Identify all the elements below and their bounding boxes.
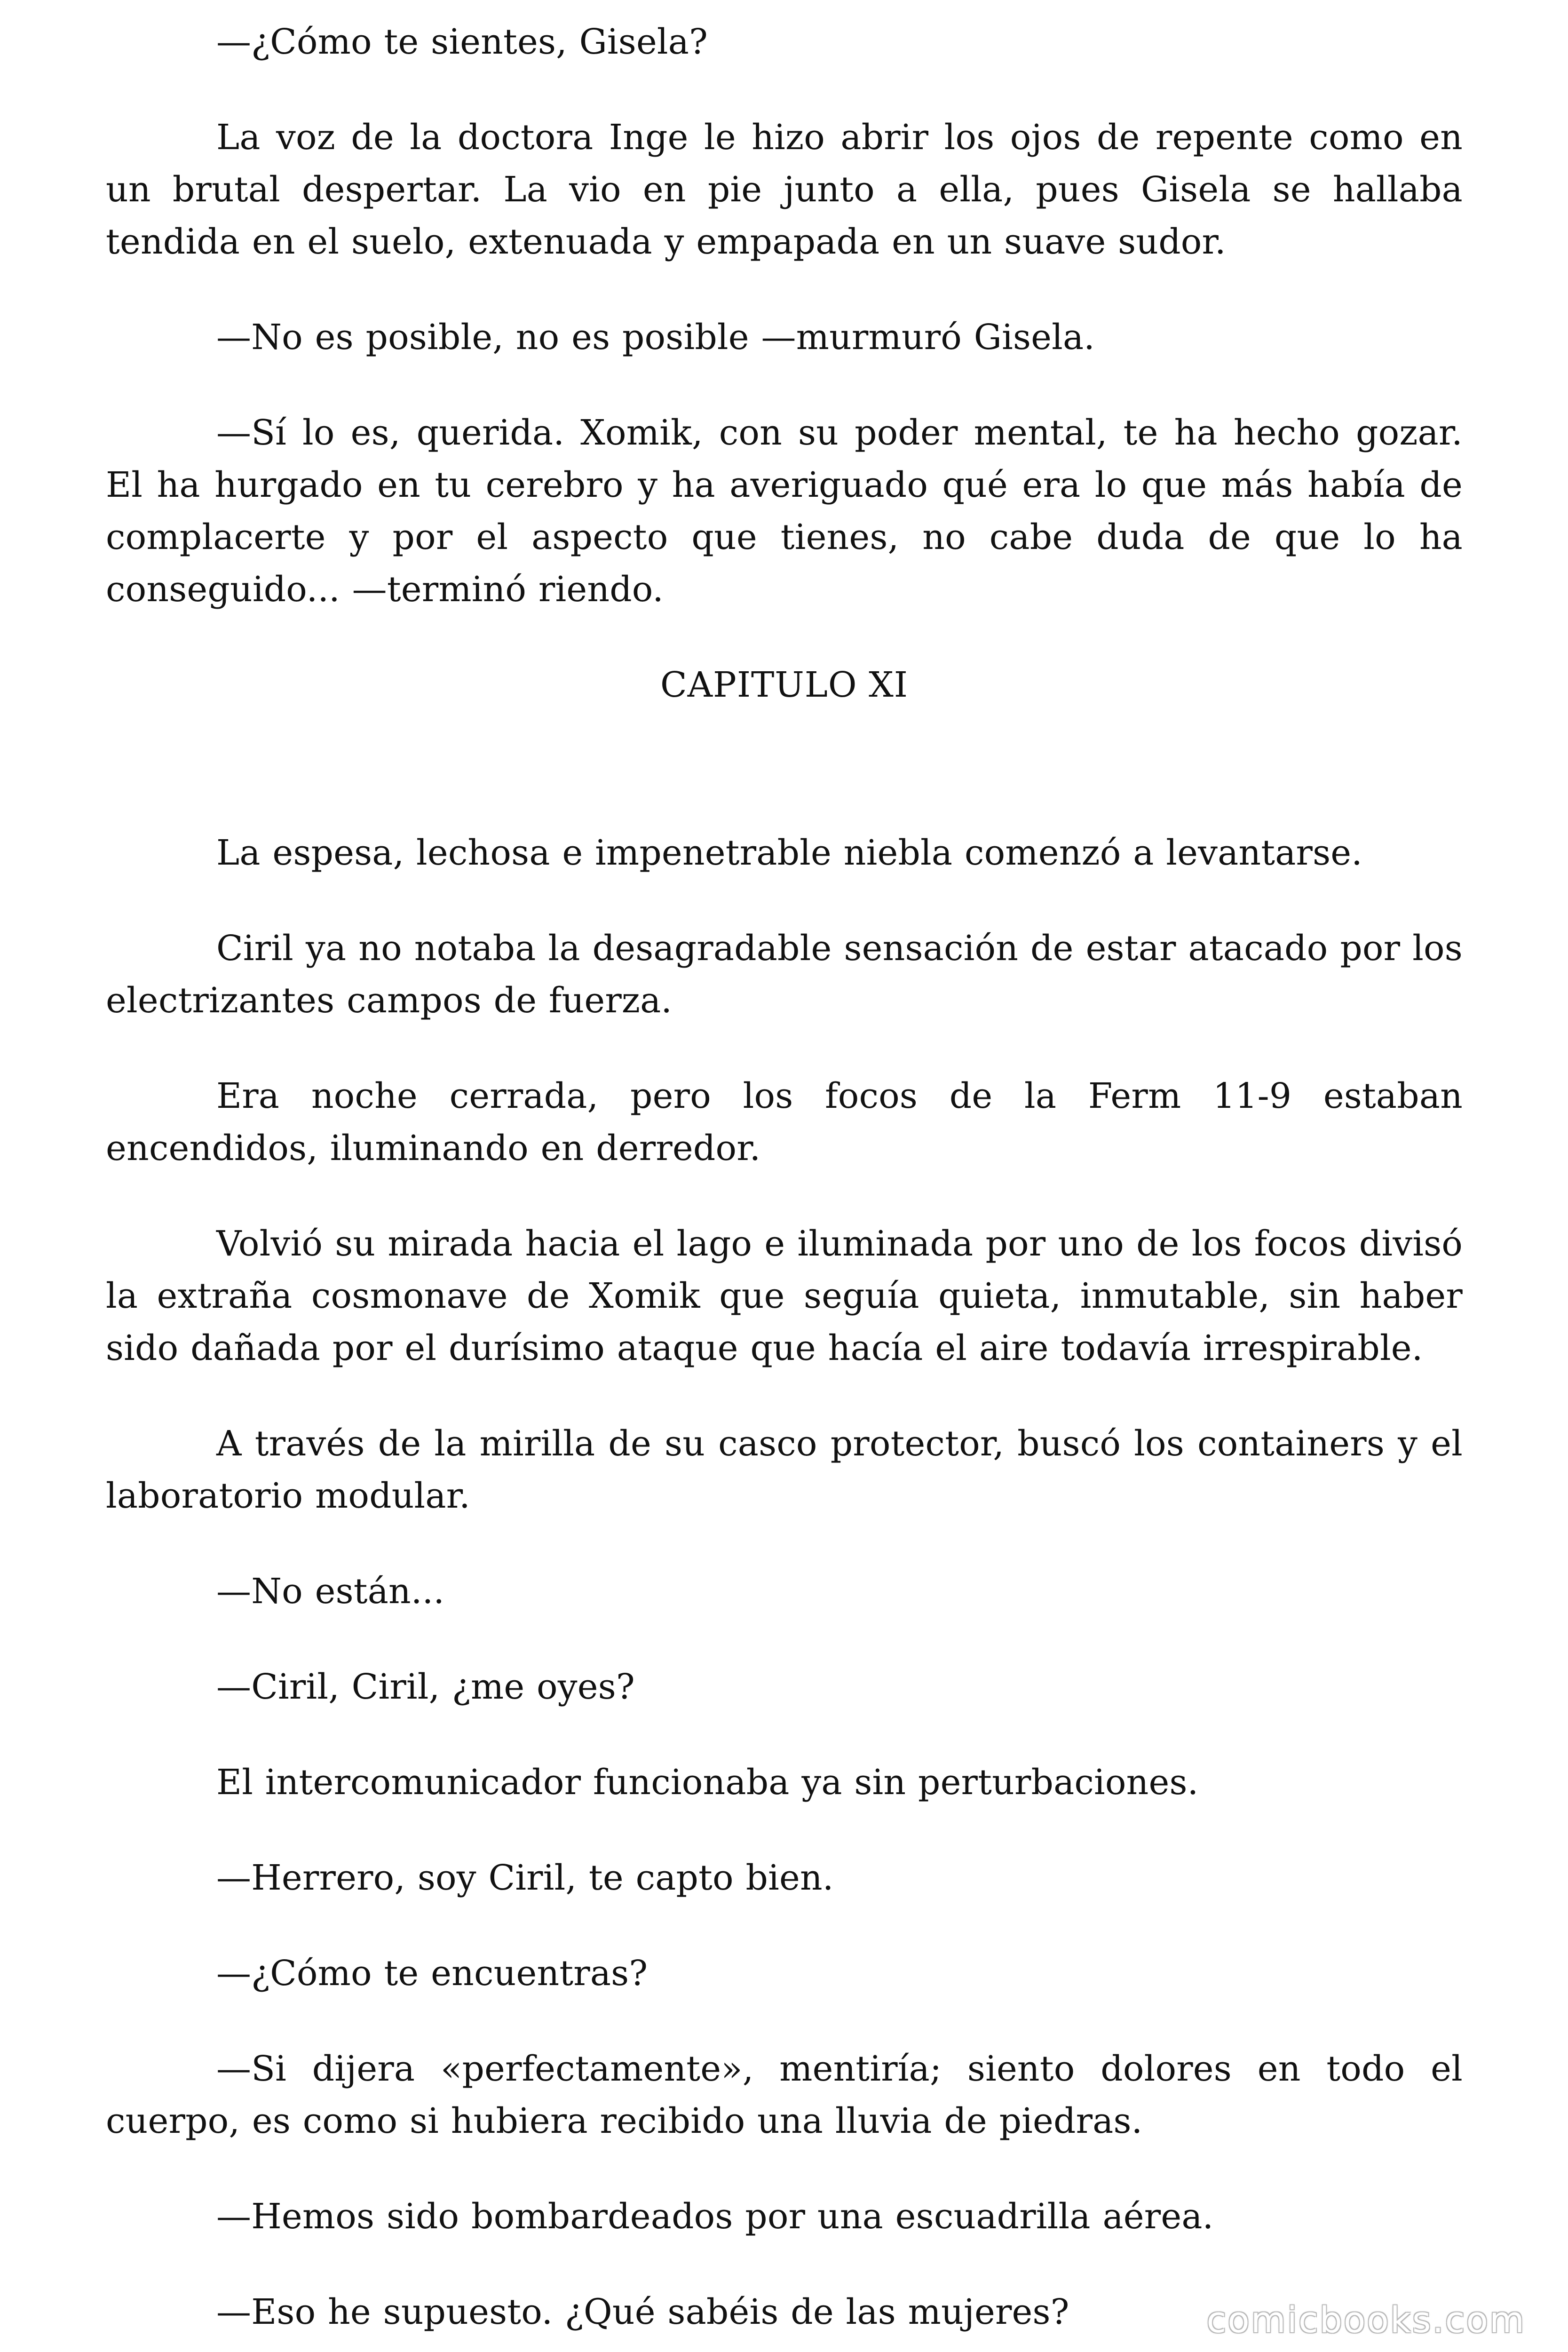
document-page <box>106 16 1463 2352</box>
paragraph: El intercomunicador funcionaba ya sin perturbaciones. <box>216 1762 1199 1803</box>
paragraph: Ciril ya no notaba la desagradable sensación de estar atacado por los electrizantes campos de fuerza. <box>106 928 1463 1021</box>
paragraph: Volvió su mirada hacia el lago e iluminada por uno de los focos divisó la extraña cosmonave de Xomik que seguía quieta, inmutable, sin haber sido dañada por el durísimo ataque que hacía el aire todavía irrespirable. <box>106 1224 1463 1368</box>
paragraph: La voz de la doctora Inge le hizo abrir los ojos de repente como en un brutal despertar. La vio en pie junto a ella, pues Gisela se hallaba tendida en el suelo, extenuada y empapada en un suave sudor. <box>106 117 1463 262</box>
chapter-heading: CAPITULO XI <box>660 665 909 705</box>
paragraph: —Herrero, soy Ciril, te capto bien. <box>216 1858 834 1898</box>
paragraph: —Hemos sido bombardeados por una escuadrilla aérea. <box>216 2196 1214 2237</box>
paragraph: —¿Cómo te encuentras? <box>216 1953 648 1994</box>
paragraph: La espesa, lechosa e impenetrable niebla comenzó a levantarse. <box>216 833 1363 873</box>
paragraph: A través de la mirilla de su casco protector, buscó los containers y el laboratorio modular. <box>106 1423 1463 1516</box>
paragraph: —Eso he supuesto. ¿Qué sabéis de las mujeres? <box>216 2292 1069 2332</box>
watermark: comicbooks.com <box>1206 2299 1526 2341</box>
paragraph: —Ciril, Ciril, ¿me oyes? <box>216 1667 635 1707</box>
paragraph: —No están... <box>216 1571 445 1612</box>
paragraph: —No es posible, no es posible —murmuró Gisela. <box>216 317 1095 358</box>
paragraph: Era noche cerrada, pero los focos de la Ferm 11-9 estaban encendidos, iluminando en derredor. <box>106 1076 1463 1168</box>
paragraph: —Si dijera «perfectamente», mentiría; siento dolores en todo el cuerpo, es como si hubiera recibido una lluvia de piedras. <box>106 2049 1463 2141</box>
paragraph: —¿Cómo te sientes, Gisela? <box>216 22 708 62</box>
paragraph: —Sí lo es, querida. Xomik, con su poder mental, te ha hecho gozar. El ha hurgado en tu cerebro y ha averiguado qué era lo que más había de complacerte y por el aspecto que tienes, no cabe duda de que lo ha conseguido... —terminó riendo. <box>106 413 1463 610</box>
